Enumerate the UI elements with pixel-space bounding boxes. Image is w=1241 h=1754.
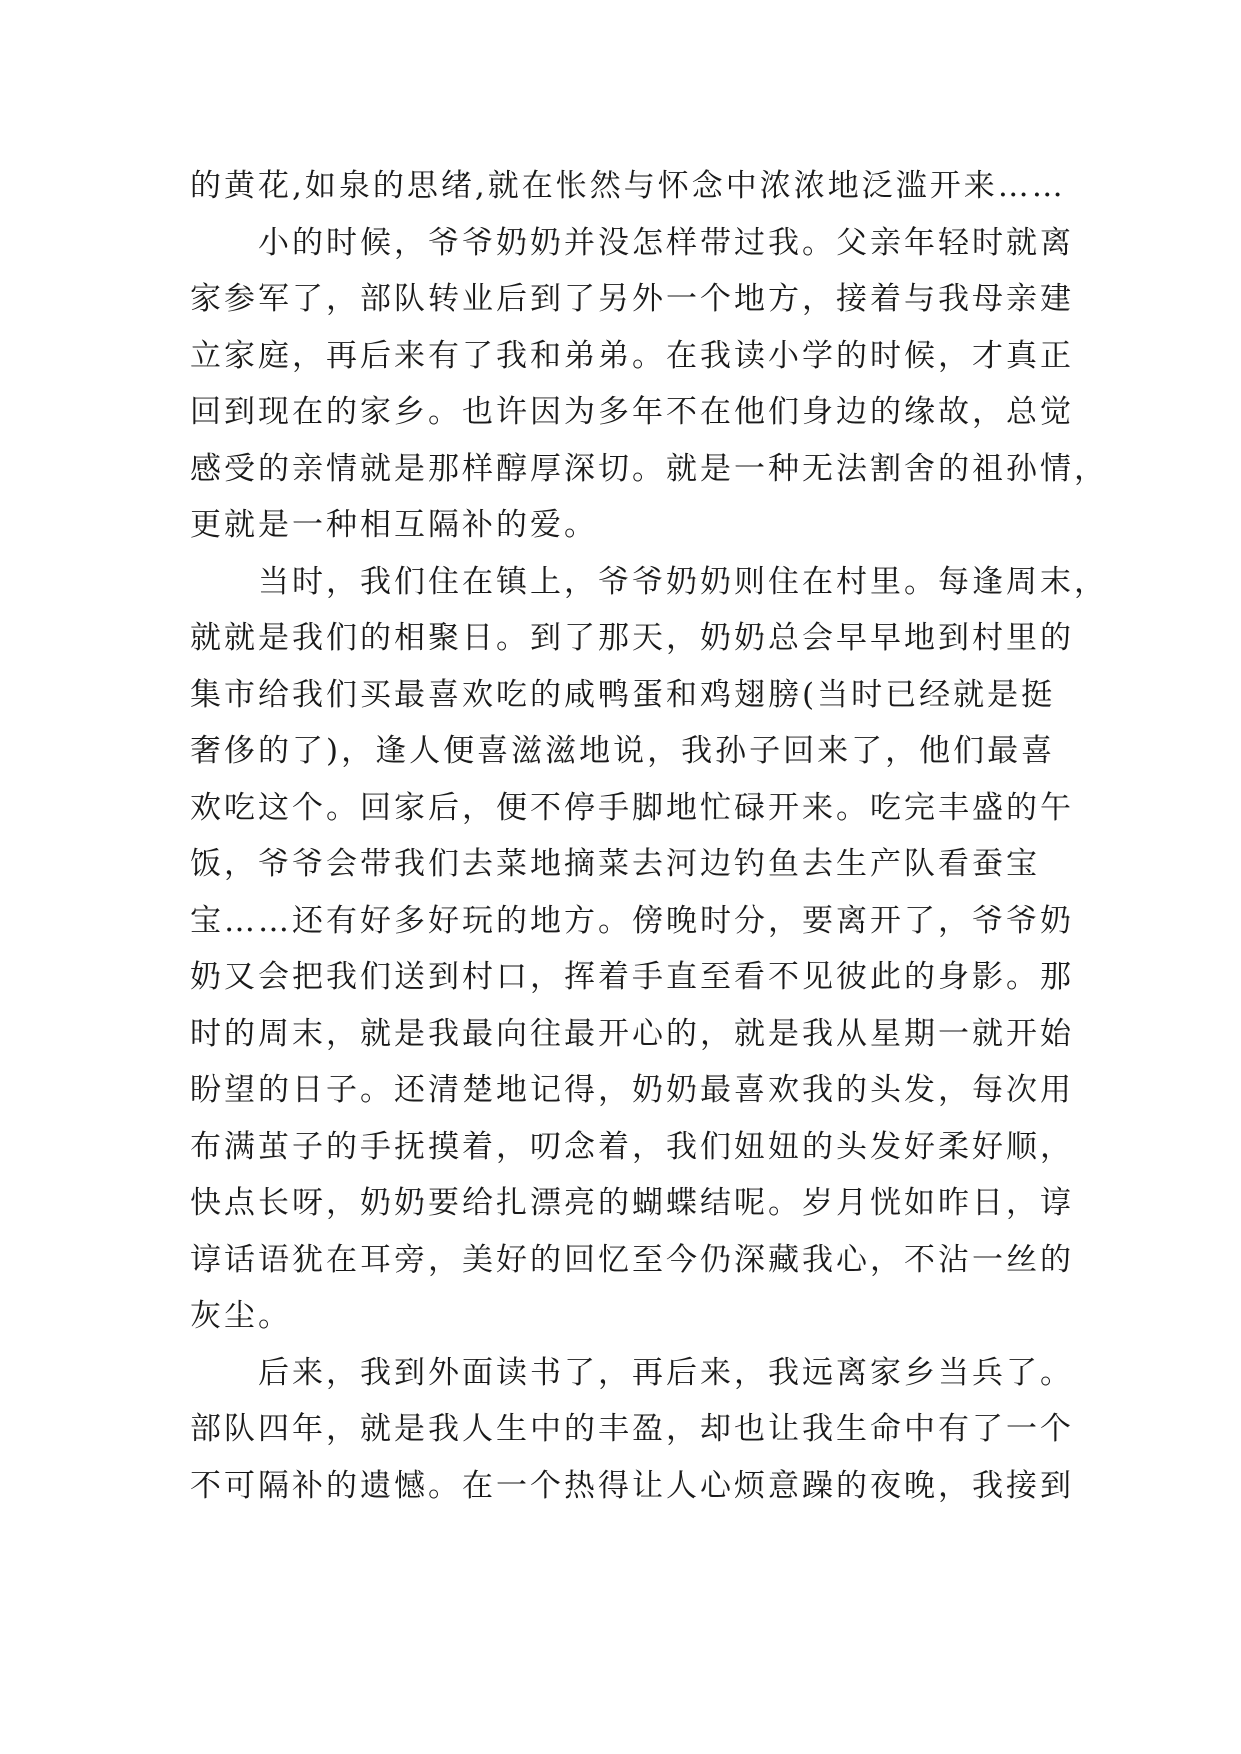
text-line: 当时，我们住在镇上，爷爷奶奶则住在村里。每逢周末， — [258, 563, 1108, 600]
text-line: 不可隔补的遗憾。在一个热得让人心烦意躁的夜晚，我接到 — [190, 1467, 1074, 1504]
text-line: 部队四年，就是我人生中的丰盈，却也让我生命中有了一个 — [190, 1411, 1074, 1447]
text-line: 谆话语犹在耳旁，美好的回忆至今仍深藏我心，不沾一丝的 — [190, 1241, 1074, 1278]
text-line: 后来，我到外面读书了，再后来，我远离家乡当兵了。 — [258, 1354, 1074, 1391]
text-line: 欢吃这个。回家后，便不停手脚地忙碌开来。吃完丰盛的午 — [190, 789, 1074, 826]
text-line: 布满茧子的手抚摸着，叨念着，我们妞妞的头发好柔好顺， — [190, 1128, 1074, 1165]
text-line: 奶又会把我们送到村口，挥着手直至看不见彼此的身影。那 — [190, 959, 1074, 995]
text-line: 就就是我们的相聚日。到了那天，奶奶总会早早地到村里的 — [190, 620, 1074, 656]
text-line: 饭，爷爷会带我们去菜地摘菜去河边钓鱼去生产队看蚕宝 — [190, 846, 1040, 882]
text-line: 立家庭，再后来有了我和弟弟。在我读小学的时候，才真正 — [190, 337, 1074, 374]
text-line: 小的时候，爷爷奶奶并没怎样带过我。父亲年轻时就离 — [258, 224, 1074, 261]
text-line: 感受的亲情就是那样醇厚深切。就是一种无法割舍的祖孙情， — [190, 450, 1108, 487]
text-line: 回到现在的家乡。也许因为多年不在他们身边的缘故，总觉 — [190, 394, 1074, 430]
text-line: 宝……还有好多好玩的地方。傍晚时分，要离开了，爷爷奶 — [190, 902, 1074, 939]
body-text — [190, 158, 1108, 1514]
text-line: 时的周末，就是我最向往最开心的，就是我从星期一就开始 — [190, 1015, 1074, 1052]
text-line: 灰尘。 — [190, 1298, 292, 1334]
text-line: 奢侈的了)，逢人便喜滋滋地说，我孙子回来了，他们最喜 — [190, 733, 1056, 769]
text-line: 盼望的日子。还清楚地记得，奶奶最喜欢我的头发，每次用 — [190, 1072, 1074, 1108]
text-line: 的黄花,如泉的思绪,就在怅然与怀念中浓浓地泛滥开来…… — [190, 168, 1066, 204]
text-line: 更就是一种相互隔补的爱。 — [190, 507, 598, 543]
text-line: 家参军了，部队转业后到了另外一个地方，接着与我母亲建 — [190, 281, 1074, 317]
text-line: 集市给我们买最喜欢吃的咸鸭蛋和鸡翅膀(当时已经就是挺 — [190, 676, 1056, 713]
text-line: 快点长呀，奶奶要给扎漂亮的蝴蝶结呢。岁月恍如昨日，谆 — [190, 1185, 1074, 1221]
